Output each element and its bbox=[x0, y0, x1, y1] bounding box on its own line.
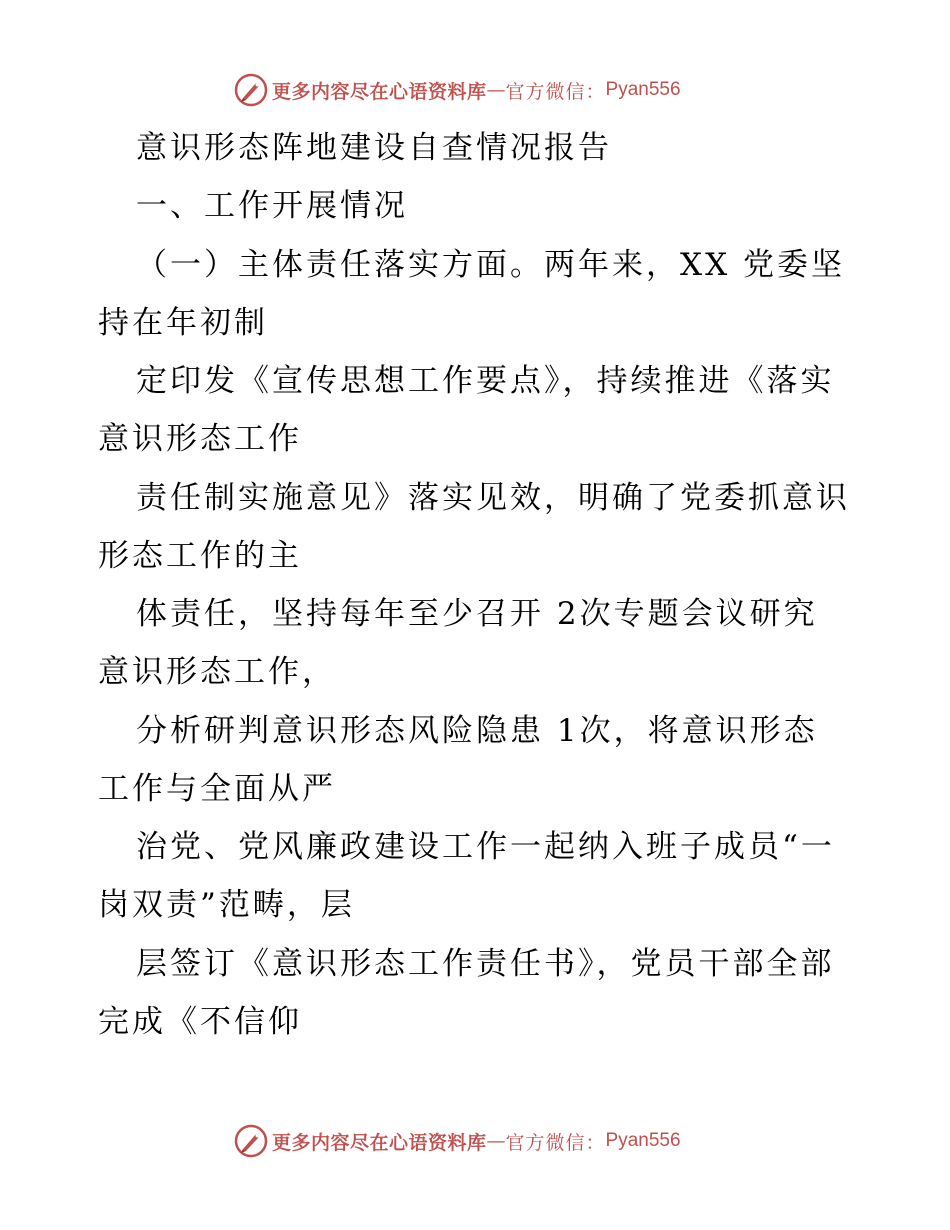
paragraph-line: 层签订《意识形态工作责任书》，党员干部全部 bbox=[136, 946, 835, 982]
pen-logo-icon bbox=[234, 73, 268, 107]
paragraph-line: 工作与全面从严 bbox=[98, 771, 336, 807]
header-watermark bbox=[234, 73, 681, 107]
paragraph-line: 完成《不信仰 bbox=[98, 1004, 302, 1040]
pen-logo-icon bbox=[234, 1124, 268, 1158]
watermark-text: 更多内容尽在心语资料库 bbox=[272, 1131, 487, 1154]
paragraph-line: 体责任，坚持每年至少召开 2次专题会议研究 bbox=[136, 596, 818, 632]
watermark-text: 更多内容尽在心语资料库 bbox=[272, 80, 487, 103]
paragraph-line: 定印发《宣传思想工作要点》，持续推进《落实 bbox=[136, 363, 835, 399]
section-heading: 一、工作开展情况 bbox=[136, 188, 408, 224]
paragraph-line: 意识形态工作， bbox=[98, 654, 336, 690]
paragraph-line: 责任制实施意见》落实见效，明确了党委抓意识 bbox=[136, 480, 850, 516]
paragraph-line: （一）主体责任落实方面。两年来，XX 党委坚 bbox=[136, 247, 845, 283]
paragraph-line: 治党、党风廉政建设工作一起纳入班子成员“一 bbox=[136, 829, 835, 865]
paragraph-line: 岗双责”范畴，层 bbox=[98, 887, 355, 923]
paragraph-line: 形态工作的主 bbox=[98, 538, 302, 574]
footer-watermark bbox=[234, 1124, 681, 1158]
paragraph-line: 分析研判意识形态风险隐患 1次，将意识形态 bbox=[136, 713, 818, 749]
paragraph-line: 意识形态工作 bbox=[98, 421, 302, 457]
watermark-official-label: 官方微信： bbox=[505, 80, 606, 103]
watermark-wechat-id: Pyan556 bbox=[605, 79, 681, 100]
watermark-dash: — bbox=[486, 1130, 506, 1152]
document-title: 意识形态阵地建设自查情况报告 bbox=[136, 130, 612, 166]
watermark-dash: — bbox=[486, 79, 506, 101]
watermark-wechat-id: Pyan556 bbox=[605, 1130, 681, 1151]
watermark-official-label: 官方微信： bbox=[505, 1131, 606, 1154]
paragraph-line: 持在年初制 bbox=[98, 305, 268, 341]
